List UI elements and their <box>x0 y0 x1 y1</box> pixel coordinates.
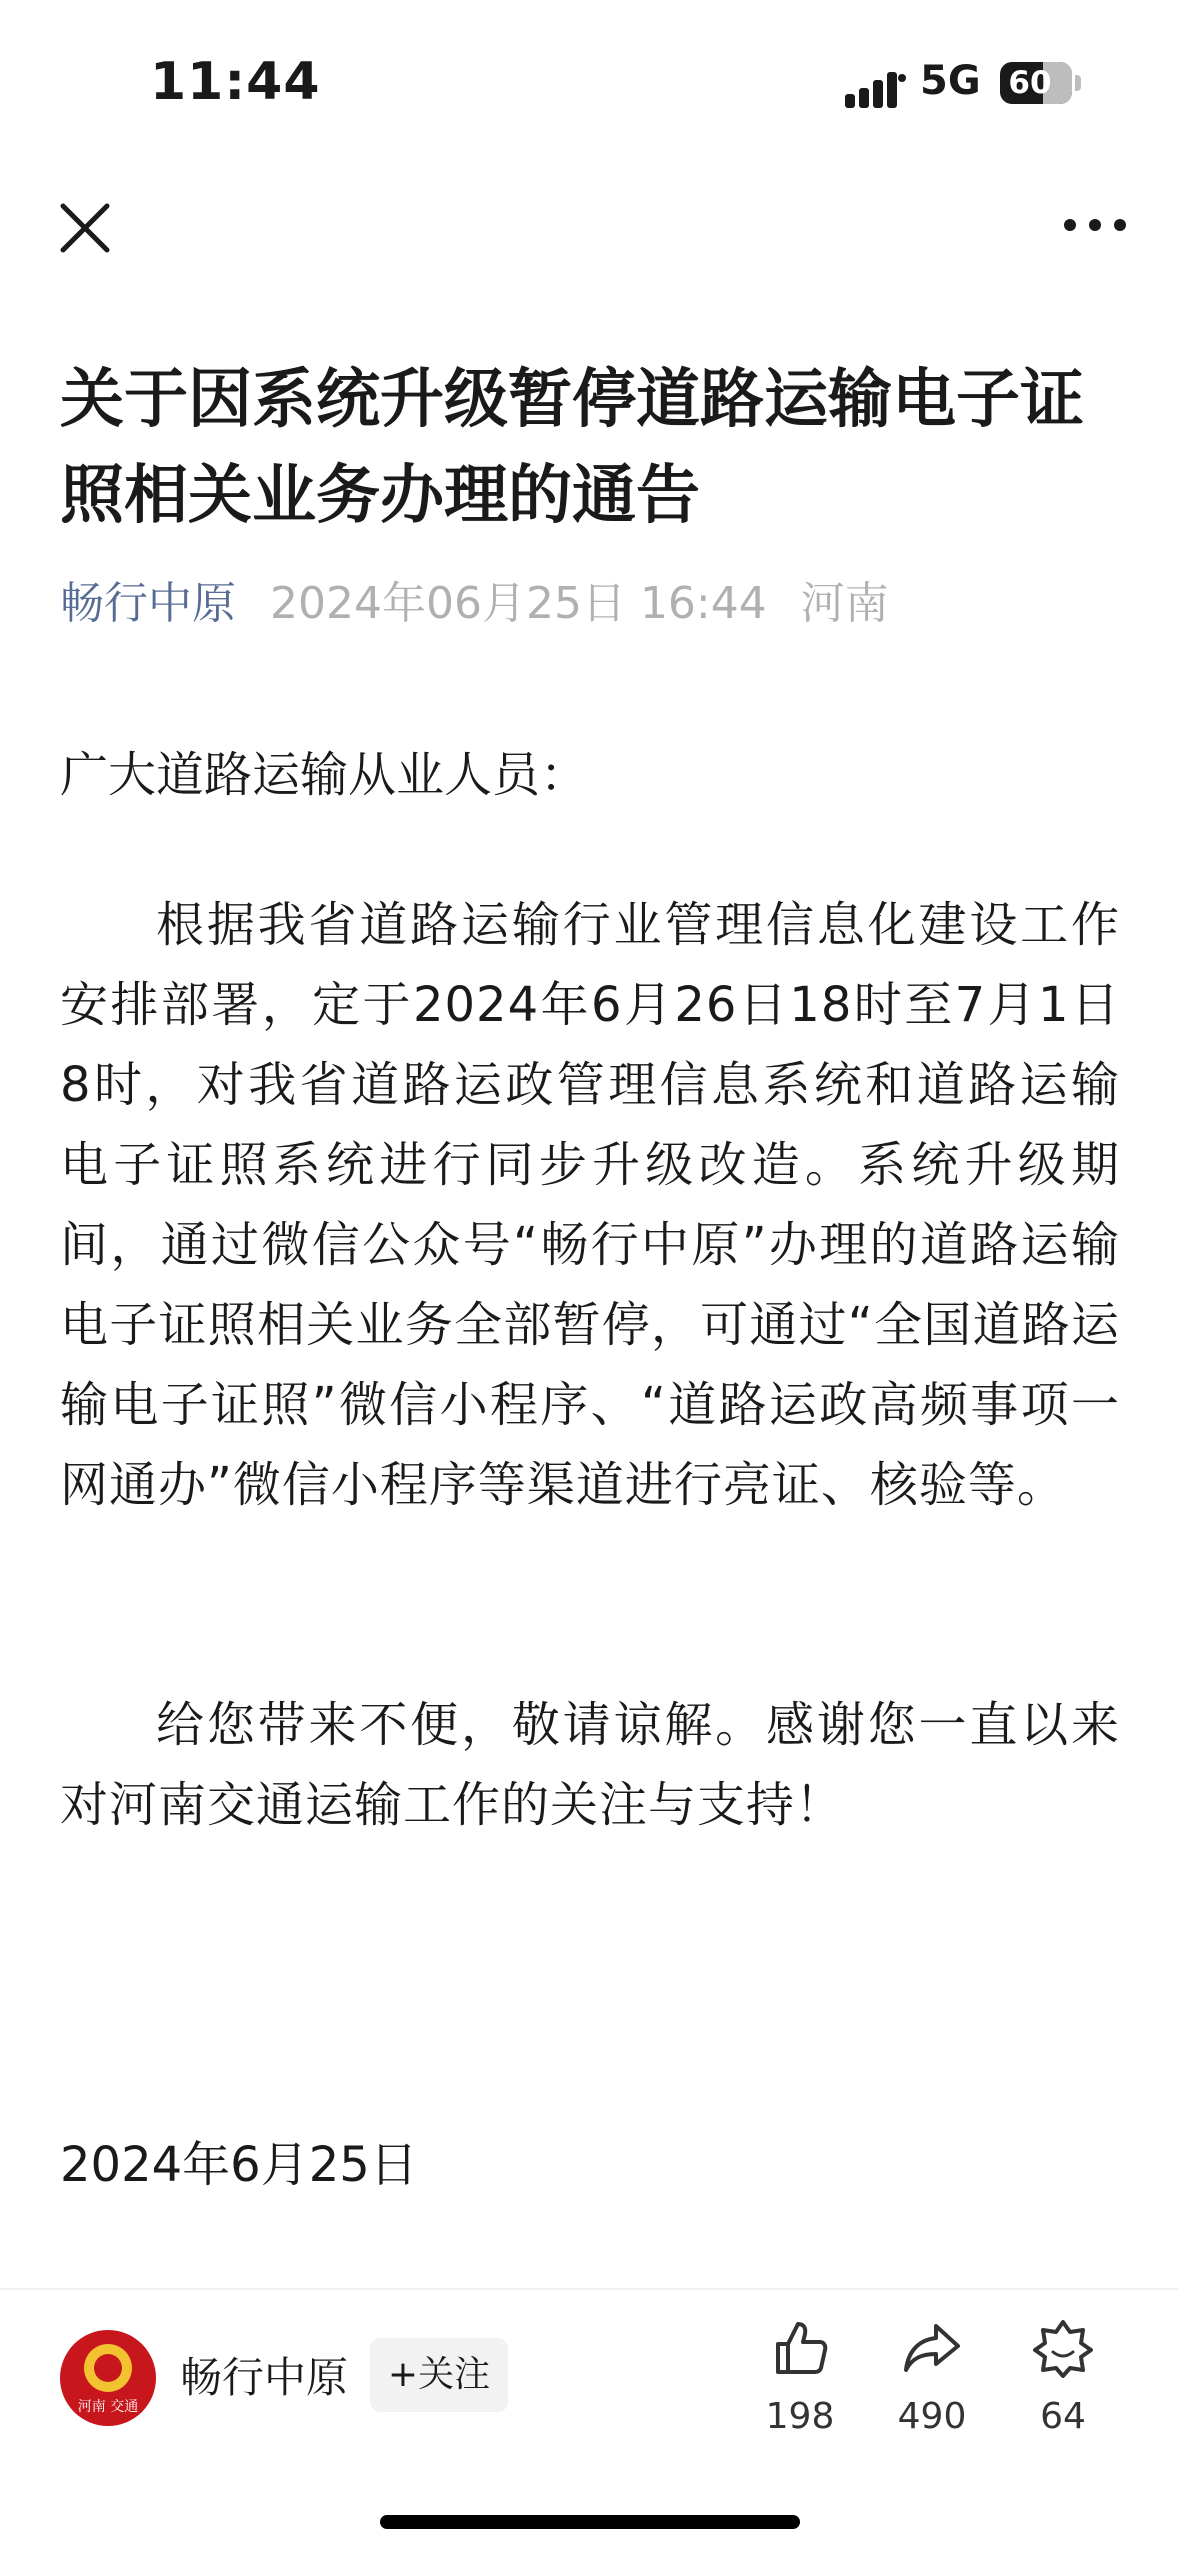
wow-button[interactable] <box>1003 2318 1123 2458</box>
share-count: 490 <box>897 2396 967 2437</box>
more-icon[interactable] <box>1060 210 1130 240</box>
region-label: 河南 <box>800 578 889 629</box>
author-link[interactable]: 畅行中原 <box>60 578 236 629</box>
article-title: 关于因系统升级暂停道路运输电子证照相关业务办理的通告 <box>60 363 1084 533</box>
thumbs-up-icon <box>770 2318 830 2378</box>
body-paragraph: 根据我省道路运输行业管理信息化建设工作安排部署，定于2024年6月26日18时至7月1日8时，对我省道路运政管理信息系统和道路运输电子证照系统进行同步升级改造。系统升级期间，通过微信公众号“畅行中原”办理的道路运输电子证照相关业务全部暂停，可通过“全国道路运输电子证照”微信小程序、“道路运政高频事项一网通办”微信小程序等渠道进行亮证、核验等。 <box>60 897 1120 1513</box>
battery-icon <box>1000 62 1072 104</box>
status-time: 11:44 <box>150 52 321 112</box>
avatar[interactable] <box>60 2330 156 2426</box>
battery-tip <box>1075 75 1081 91</box>
body-paragraph: 给您带来不便，敬请谅解。感谢您一直以来对河南交通运输工作的关注与支持！ <box>60 1697 1120 1833</box>
wow-count: 64 <box>1040 2396 1086 2437</box>
network-type: 5G <box>920 58 981 104</box>
account-name[interactable]: 畅行中原 <box>180 2353 349 2402</box>
share-button[interactable] <box>872 2318 992 2458</box>
like-count: 198 <box>765 2396 835 2437</box>
publish-date: 2024年06月25日 16:44 <box>270 578 767 629</box>
emblem-icon <box>84 2344 132 2392</box>
signal-icon <box>845 68 907 108</box>
greeting: 广大道路运输从业人员： <box>60 747 589 803</box>
battery-level: 60 <box>1008 65 1052 101</box>
home-indicator <box>380 2515 800 2529</box>
like-button[interactable] <box>740 2318 860 2458</box>
follow-button[interactable]: +关注 <box>370 2338 508 2412</box>
wow-icon <box>1033 2318 1093 2378</box>
close-icon[interactable] <box>55 198 115 258</box>
divider <box>0 2288 1179 2290</box>
article-meta <box>60 572 889 636</box>
sign-date: 2024年6月25日 <box>60 2137 418 2193</box>
share-icon <box>902 2318 962 2378</box>
avatar-text: 河南 交通 <box>77 2399 139 2415</box>
